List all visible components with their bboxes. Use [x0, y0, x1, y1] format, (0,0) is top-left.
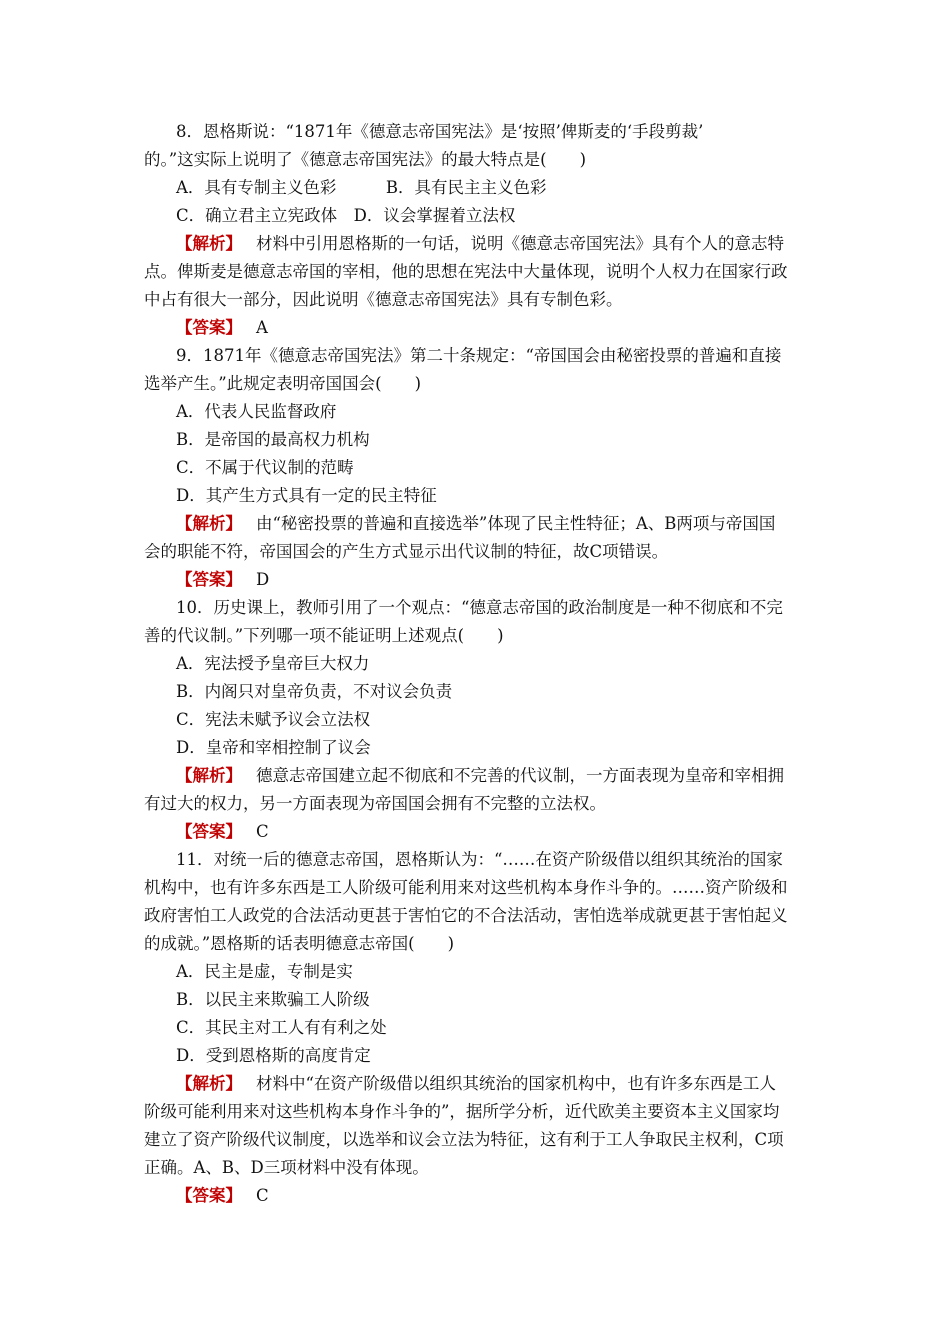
q11-answer-value: C	[256, 1186, 269, 1205]
q8-analysis-line-1	[176, 233, 841, 255]
q8-analysis-line-2: 点。俾斯麦是德意志帝国的宰相，他的思想在宪法中大量体现，说明个人权力在国家行政	[144, 262, 788, 281]
q11-analysis-line-4: 正确。A、B、D三项材料中没有体现。	[144, 1158, 429, 1177]
q11-stem-line-3: 政府害怕工人政党的合法活动更甚于害怕它的不合法活动，害怕选举成就更甚于害怕起义	[144, 906, 788, 925]
q11-option-b: B．以民主来欺骗工人阶级	[176, 990, 370, 1009]
q8-stem-line-2: 的。”这实际上说明了《德意志帝国宪法》的最大特点是( )	[144, 150, 587, 169]
q10-option-a: A．宪法授予皇帝巨大权力	[176, 654, 370, 673]
q11-option-d: D．受到恩格斯的高度肯定	[176, 1046, 371, 1065]
q10-option-d: D．皇帝和宰相控制了议会	[176, 738, 371, 757]
analysis-tag: 【解析】	[176, 234, 242, 253]
q11-analysis-line-2: 阶级可能利用来对这些机构本身作斗争的”，据所学分析，近代欧美主要资本主义国家均	[144, 1102, 780, 1121]
q9-analysis-text-1: 由“秘密投票的普遍和直接选举”体现了民主性特征；A、B两项与帝国国	[256, 514, 776, 533]
q9-analysis-line-1	[176, 513, 841, 535]
q10-stem-line-2: 善的代议制。”下列哪一项不能证明上述观点( )	[144, 626, 504, 645]
answer-tag: 【答案】	[176, 1186, 242, 1205]
q10-answer	[176, 821, 841, 843]
answer-tag: 【答案】	[176, 822, 242, 841]
q11-analysis-line-3: 建立了资产阶级代议制度，以选举和议会立法为特征，这有利于工人争取民主权利，C项	[144, 1130, 784, 1149]
answer-tag: 【答案】	[176, 318, 242, 337]
q11-analysis-line-1	[176, 1073, 841, 1095]
q8-options-ab: A．具有专制主义色彩 B．具有民主主义色彩	[176, 178, 547, 197]
q10-stem-line-1: 10．历史课上，教师引用了一个观点：“德意志帝国的政治制度是一种不彻底和不完	[176, 598, 783, 617]
analysis-tag: 【解析】	[176, 1074, 242, 1093]
q10-option-c: C．宪法未赋予议会立法权	[176, 710, 371, 729]
q9-stem-line-2: 选举产生。”此规定表明帝国国会( )	[144, 374, 422, 393]
answer-tag: 【答案】	[176, 570, 242, 589]
q8-analysis-text-1: 材料中引用恩格斯的一句话，说明《德意志帝国宪法》具有个人的意志特	[256, 234, 784, 253]
q11-option-c: C．其民主对工人有有利之处	[176, 1018, 387, 1037]
q10-answer-value: C	[256, 822, 269, 841]
q11-stem-line-4: 的成就。”恩格斯的话表明德意志帝国( )	[144, 934, 455, 953]
q9-analysis-line-2: 会的职能不符，帝国国会的产生方式显示出代议制的特征，故C项错误。	[144, 542, 669, 561]
analysis-tag: 【解析】	[176, 766, 242, 785]
q10-analysis-text-1: 德意志帝国建立起不彻底和不完善的代议制，一方面表现为皇帝和宰相拥	[256, 766, 784, 785]
q10-analysis-line-1	[176, 765, 841, 787]
q9-answer	[176, 569, 841, 591]
q9-answer-value: D	[256, 570, 270, 589]
q11-analysis-text-1: 材料中“在资产阶级借以组织其统治的国家机构中，也有许多东西是工人	[256, 1074, 776, 1093]
q9-option-a: A．代表人民监督政府	[176, 402, 337, 421]
q11-stem-line-2: 机构中，也有许多东西是工人阶级可能利用来对这些机构本身作斗争的。……资产阶级和	[144, 878, 788, 897]
q8-answer	[176, 317, 841, 339]
q8-options-cd: C．确立君主立宪政体 D．议会掌握着立法权	[176, 206, 516, 225]
q9-option-c: C．不属于代议制的范畴	[176, 458, 354, 477]
q9-option-b: B．是帝国的最高权力机构	[176, 430, 370, 449]
q11-stem-line-1: 11．对统一后的德意志帝国，恩格斯认为：“……在资产阶级借以组织其统治的国家	[176, 850, 783, 869]
q8-answer-value: A	[256, 318, 268, 337]
q8-stem-line-1: 8．恩格斯说：“1871年《德意志帝国宪法》是‘按照’俾斯麦的‘手段剪裁’	[176, 122, 704, 141]
q11-option-a: A．民主是虚，专制是实	[176, 962, 353, 981]
q9-stem-line-1: 9．1871年《德意志帝国宪法》第二十条规定：“帝国国会由秘密投票的普遍和直接	[176, 346, 782, 365]
q10-analysis-line-2: 有过大的权力，另一方面表现为帝国国会拥有不完整的立法权。	[144, 794, 606, 813]
q11-answer	[176, 1185, 841, 1207]
q10-option-b: B．内阁只对皇帝负责，不对议会负责	[176, 682, 453, 701]
q8-analysis-line-3: 中占有很大一部分，因此说明《德意志帝国宪法》具有专制色彩。	[144, 290, 623, 309]
analysis-tag: 【解析】	[176, 514, 242, 533]
q9-option-d: D．其产生方式具有一定的民主特征	[176, 486, 437, 505]
